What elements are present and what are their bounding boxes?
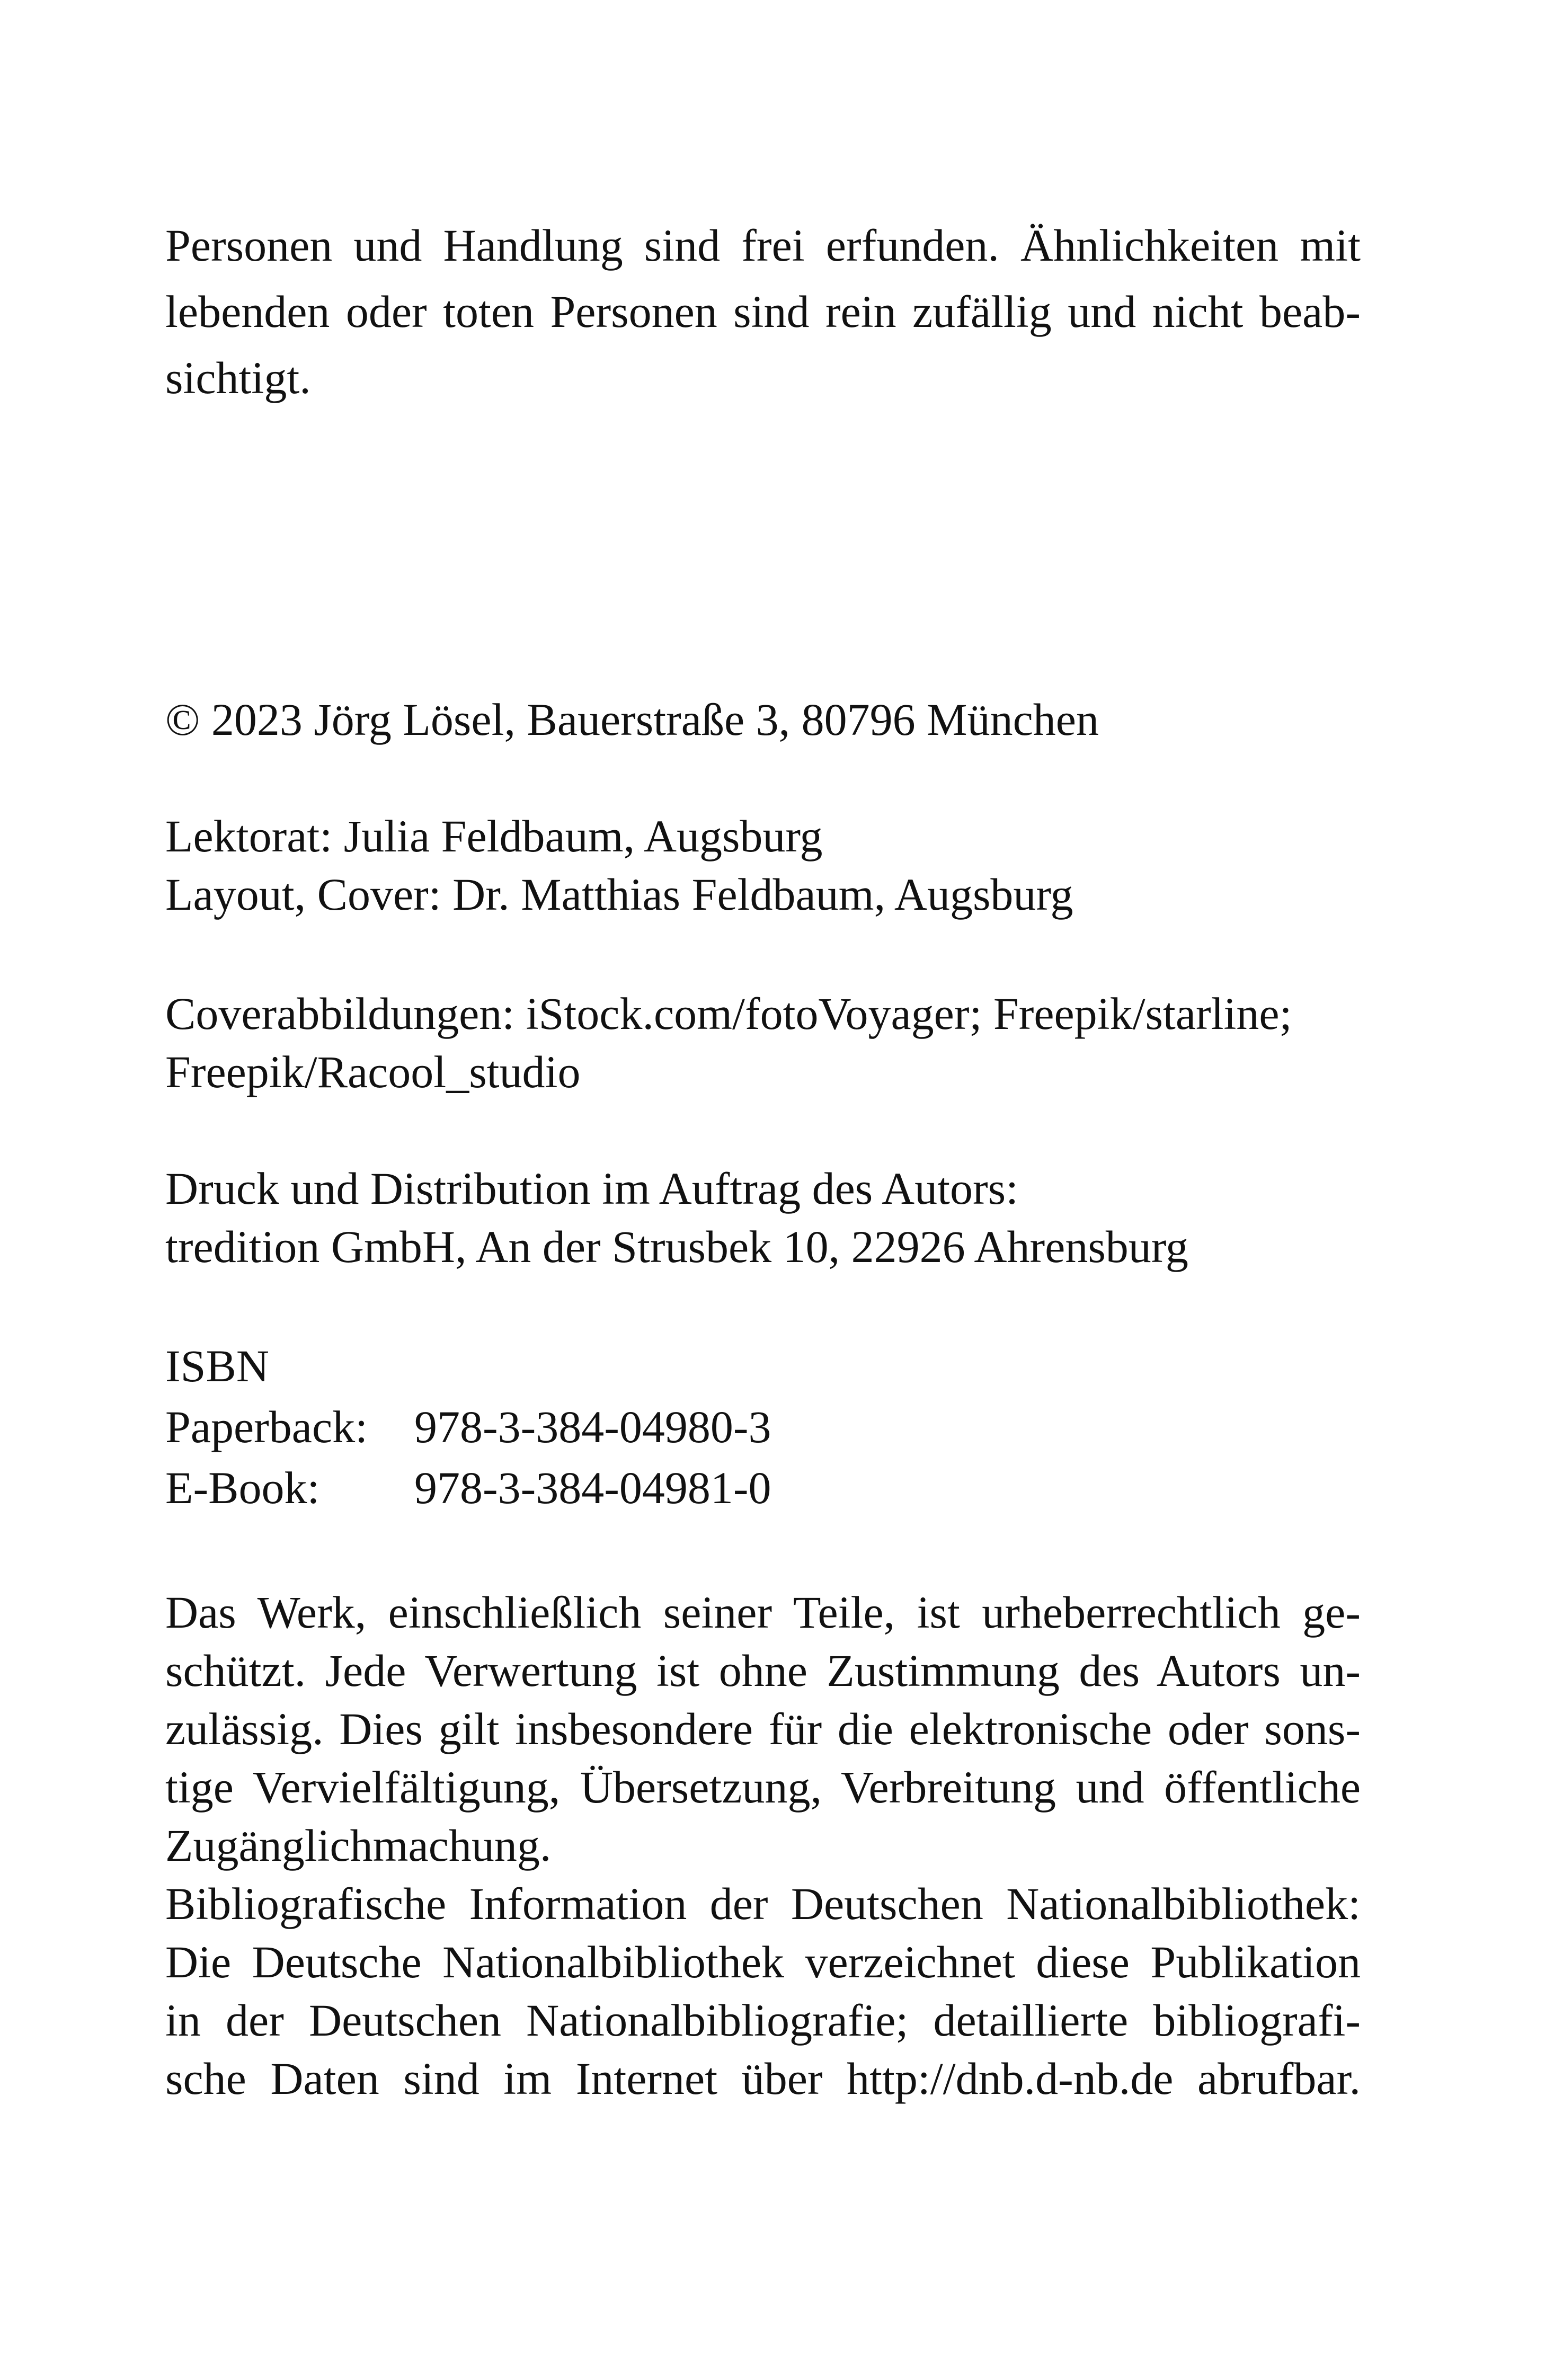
lektorat-credit: Lektorat: Julia Feldbaum, Augsburg — [165, 811, 823, 862]
rights-line: Zugänglichmachung. — [165, 1820, 552, 1871]
copyright-notice: © 2023 Jörg Lösel, Bauerstraße 3, 80796 München — [165, 694, 1099, 745]
disclaimer-line: sichtigt. — [165, 352, 311, 403]
rights-line: Das Werk, einschließlich seiner Teile, ist urheberrechtlich ge- — [165, 1587, 1361, 1638]
cover-images-line: Freepik/Racool_studio — [165, 1046, 581, 1097]
isbn-row-ebook — [165, 1462, 1361, 1513]
disclaimer-line: Personen und Handlung sind frei erfunden. Ähnlichkeiten mit — [165, 220, 1361, 271]
bibliography-line: in der Deutschen Nationalbibliografie; detaillierte bibliografi- — [165, 1995, 1361, 2046]
cover-images-line: Coverabbildungen: iStock.com/fotoVoyager; Freepik/starline; — [165, 988, 1292, 1039]
rights-line: schützt. Jede Verwertung ist ohne Zustimmung des Autors un- — [165, 1645, 1361, 1696]
bibliography-line: Bibliografische Information der Deutschen Nationalbibliothek: — [165, 1878, 1361, 1929]
isbn-label: Paperback: — [165, 1401, 368, 1452]
rights-line: tige Vervielfältigung, Übersetzung, Verbreitung und öffentliche — [165, 1762, 1361, 1813]
isbn-value: 978-3-384-04981-0 — [414, 1462, 771, 1513]
bibliography-line: sche Daten sind im Internet über http://dnb.d-nb.de abrufbar. — [165, 2053, 1361, 2104]
isbn-label: E-Book: — [165, 1462, 320, 1513]
distribution-line: tredition GmbH, An der Strusbek 10, 22926 Ahrensburg — [165, 1221, 1188, 1272]
distribution-line: Druck und Distribution im Auftrag des Autors: — [165, 1163, 1018, 1214]
layout-credit: Layout, Cover: Dr. Matthias Feldbaum, Augsburg — [165, 869, 1073, 920]
disclaimer-line: lebenden oder toten Personen sind rein zufällig und nicht beab- — [165, 286, 1361, 337]
isbn-row-paperback — [165, 1401, 1361, 1452]
rights-line: zulässig. Dies gilt insbesondere für die elektronische oder sons- — [165, 1703, 1361, 1754]
isbn-heading: ISBN — [165, 1340, 269, 1391]
bibliography-line: Die Deutsche Nationalbibliothek verzeichnet diese Publikation — [165, 1937, 1361, 1987]
isbn-value: 978-3-384-04980-3 — [414, 1401, 771, 1452]
